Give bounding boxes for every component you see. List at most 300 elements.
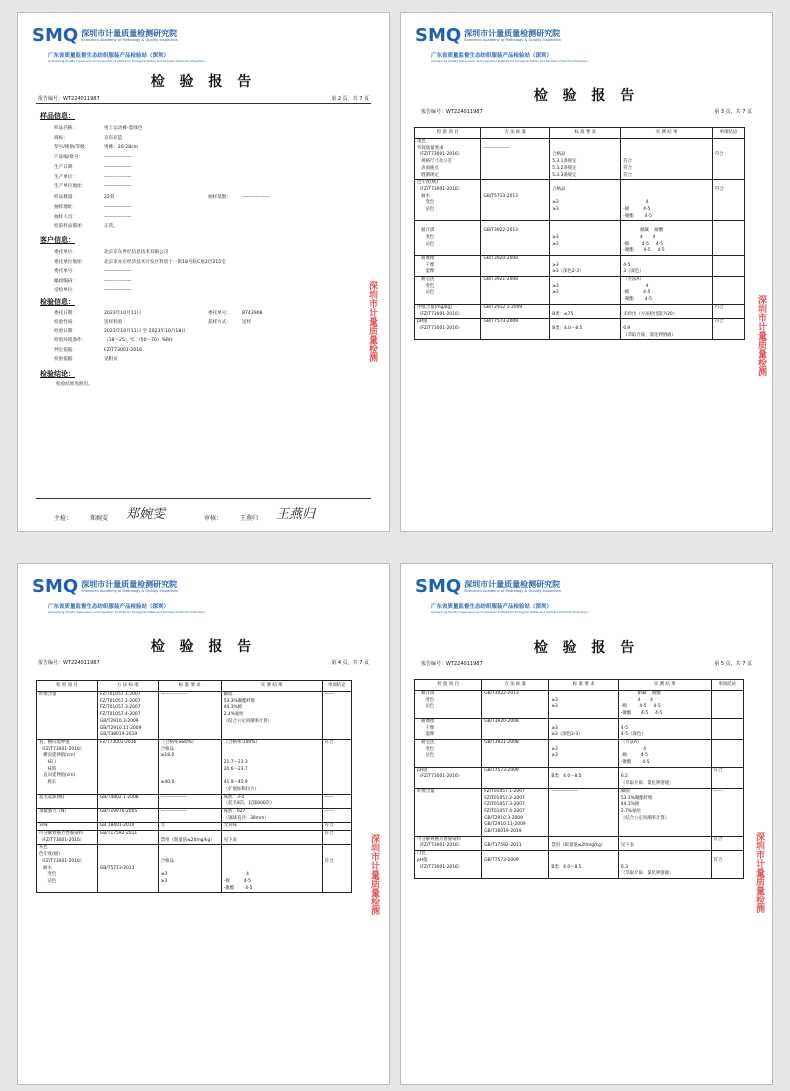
cell-line (483, 180, 547, 187)
table-cell-item (415, 277, 481, 305)
cell-line: —————— (160, 794, 188, 800)
cell-line: 耐碱 耐酸 (620, 691, 661, 696)
cell-line: （结合公定回潮率计算） (223, 718, 273, 724)
kv-row (54, 328, 186, 334)
table-cell-con (712, 221, 744, 256)
cell-line: ≥18.0 (160, 753, 175, 759)
table-cell-con (711, 836, 743, 850)
cell-line: （FZ/T73001-2016） (39, 858, 85, 864)
cell-line (552, 221, 618, 228)
section-client-info: 客户信息： (40, 236, 75, 244)
cell-line: ≥3 (552, 200, 559, 206)
cell-line (552, 180, 618, 187)
cell-line (621, 768, 709, 775)
cell-line: 沾色 (417, 704, 435, 710)
cell-line: ≥3 (552, 283, 559, 289)
kv-inspect-type: 检验性质： 送样检验 (54, 320, 123, 325)
column-header: 检 验 项 目 (37, 681, 98, 692)
cell-line: 44.3%棉 (223, 705, 243, 711)
cell-line (224, 747, 320, 754)
smq-logo (32, 25, 178, 46)
table-cell-res (621, 319, 713, 340)
page-indicator: 第 2 页，共 7 页 (331, 96, 369, 102)
table-cell-con (322, 845, 351, 893)
table-cell-method (97, 794, 158, 808)
cell-line: GB/T19976-2005 (99, 808, 138, 814)
cell-line (552, 256, 618, 263)
table-cell-con (322, 823, 351, 831)
cell-line: -棉 4-5 (623, 207, 651, 213)
table-row (37, 823, 352, 831)
report-title: 检 验 报 告 (533, 88, 640, 104)
column-header: 实 测 结 果 (618, 680, 711, 691)
table-row (415, 851, 744, 879)
cell-line: FZ/T01057.1-2007 (99, 692, 141, 697)
cell-line: GB/T38019-2019 (484, 829, 522, 835)
table-cell-item (415, 718, 482, 739)
kv-value: —————— (104, 214, 132, 220)
kv-row (54, 135, 122, 141)
logo-text: SMQ (32, 25, 79, 46)
cell-line: 灰色 (39, 845, 48, 851)
kv-row (54, 223, 118, 229)
cell-line: 4 (223, 872, 249, 878)
cell-line: FZ/T01057.3-2007 (99, 705, 141, 711)
results-table (414, 127, 745, 340)
kv-value: —————— (104, 288, 132, 294)
cell-line: GB/T2910.3-2009 (99, 718, 139, 724)
cell-line: ≥3 (552, 262, 559, 268)
cell-line: -聚酯 4-5 (623, 297, 652, 303)
cell-line: 白色 (417, 851, 426, 857)
institute-name-cn: 深圳市计量质量检测研究院 (464, 28, 561, 38)
report-title: 检 验 报 告 (533, 640, 640, 656)
table-cell-item (415, 691, 482, 719)
cell-line: （钢球直径：38mm） (223, 815, 269, 821)
table-cell-req (158, 831, 221, 845)
results-table (36, 680, 352, 893)
conclusion-text: 检验结果见附页。 (56, 382, 93, 387)
cell-line: 6.9 (623, 325, 631, 331)
logo-text: SMQ (415, 25, 462, 46)
cell-line: 干摩 (417, 262, 435, 268)
table-cell-res (221, 845, 322, 893)
section-conclusion: 检验结论： (40, 370, 75, 378)
cell-line: 禁用（限量值≤20mg/kg） (551, 843, 606, 849)
kv-row (54, 183, 132, 189)
cell-line: （萃取介质：氯化钾溶液） (620, 781, 674, 787)
cell-line (715, 180, 742, 187)
cell-line (161, 845, 219, 852)
cell-line (714, 719, 741, 726)
kv-row (54, 249, 168, 255)
cell-line (552, 139, 618, 146)
cell-line: pH值 (417, 767, 428, 773)
cell-line: ≥3 (551, 725, 558, 731)
cell-line: （FZ/T73001-2016） (417, 843, 463, 849)
sign-main-label: 主检： (54, 515, 73, 522)
kv-value: —————— (104, 278, 132, 284)
cell-line: 6.3 (620, 864, 628, 870)
kv-value: 见附页 (104, 356, 118, 362)
cell-line (552, 305, 618, 312)
page-indicator: 第 4 页，共 7 页 (331, 660, 369, 666)
cell-line: 无异味 (223, 823, 237, 829)
kv-value: 男裤：26-28cm (104, 145, 139, 151)
table-cell-res (221, 739, 322, 794)
cell-line (552, 277, 618, 284)
table-cell-req (550, 255, 621, 276)
cell-line: 湿摩 (417, 732, 435, 738)
cell-line: 沾色 (39, 878, 57, 884)
table-cell-req (549, 718, 619, 739)
cell-line (224, 831, 320, 838)
cell-line: 符合 (713, 857, 723, 863)
column-header: 标 准 要 求 (549, 680, 619, 691)
cell-line: 44.1%棉 (620, 802, 640, 808)
table-cell-con (322, 831, 351, 845)
kv-key: 检验日期： (54, 329, 77, 334)
table-cell-method (482, 851, 549, 879)
kv-key: 检验环境条件： (54, 338, 87, 344)
column-header: 实 测 结 果 (221, 681, 322, 692)
cell-line (325, 852, 349, 859)
cell-line (715, 256, 742, 263)
cell-line: pH值 (417, 319, 428, 325)
institute-name-en: Shenzhen Academy of Metrology & Quality Inspection (81, 588, 179, 593)
kv-row (54, 347, 142, 353)
table-cell-method (97, 845, 158, 893)
cell-line: GB/T3922-2013 (484, 691, 519, 696)
kv-sample-qty: 样品数量： 22双 (54, 195, 115, 200)
inspection-stamp: 深圳市计量质量检测 (367, 281, 377, 362)
cell-line (623, 152, 710, 159)
table-row (415, 221, 745, 256)
cell-line: 沾色 (417, 290, 435, 296)
table-cell-res (618, 851, 711, 879)
cell-line: ≥3 (551, 704, 558, 710)
cell-line: 袜底：3-4 (223, 794, 245, 800)
column-header: 方 法 标 准 (482, 680, 549, 691)
cell-line: 符合 (623, 172, 633, 178)
cell-line: ≥3 (160, 878, 168, 884)
cell-line: —— (324, 794, 334, 800)
kv-value: —————— (104, 269, 132, 275)
kv-key: 抽样人员： (54, 214, 77, 220)
table-cell-method (481, 319, 550, 340)
table-cell-req (549, 691, 619, 719)
table-cell-req (549, 836, 619, 850)
sign-main-name: 郑婉雯 (90, 515, 109, 522)
cell-line: （FZ/T73001-2016） (417, 186, 463, 192)
table-cell-req (158, 823, 221, 831)
kv-key: 委托单位地址： (54, 259, 87, 265)
cell-line: 2.4%氨纶 (223, 712, 244, 718)
table-cell-method (481, 304, 550, 318)
table-cell-method (97, 831, 158, 845)
cell-line (483, 187, 547, 194)
cell-line: 变色 (39, 872, 57, 878)
cell-line: -棉 4-5 (620, 753, 648, 759)
cell-line: GB/T3921-2008 (483, 277, 518, 283)
cell-line: ≥3 (552, 234, 559, 240)
kv-key: 产品编/批号： (54, 155, 84, 161)
sub-institute-cn: 广东省质量监督生态纺织服装产品检验站（深圳） (48, 53, 170, 59)
cell-line (483, 139, 547, 146)
cell-line: ≥40.0 (160, 780, 175, 786)
table-cell-method (481, 255, 550, 276)
table-cell-req (158, 808, 221, 822)
smq-logo (32, 576, 178, 597)
cell-line: （FZ/T73001-2016） (417, 152, 463, 158)
cell-line: FZ/T01057.4-2007 (99, 712, 141, 718)
results-table (414, 679, 744, 879)
logo-text: SMQ (32, 576, 79, 597)
cell-line: GB/T38019-2019 (99, 732, 138, 738)
kv-key: 委托单位： (54, 250, 77, 255)
kv-value: 正常。 (104, 224, 118, 230)
institute-name-cn: 深圳市计量质量检测研究院 (464, 579, 561, 589)
table-cell-req (549, 767, 619, 788)
cell-line: ≥3 (552, 241, 559, 247)
cell-line: 禁用（限量值≤20mg/kg） (160, 837, 215, 843)
table-cell-res (221, 831, 322, 845)
table-row (415, 718, 744, 739)
table-cell-res (621, 255, 713, 276)
table-row (415, 319, 745, 340)
cell-line: 干摩 (417, 725, 435, 731)
cell-line: 袜筒 (39, 766, 57, 772)
kv-inspect-no: 委托单号： 8743908 (208, 311, 263, 316)
cell-line: 墨色 (417, 139, 426, 144)
kv-value: （18～25）℃ （50～70）%RH (104, 338, 173, 344)
cell-line: 可分解致癌芳香胺染料 (39, 831, 83, 837)
table-cell-req (550, 319, 621, 340)
cell-line: 53.3%聚酯纤维 (223, 698, 256, 704)
table-header-row (37, 681, 352, 692)
cell-line: （扩展标称拉力） (223, 786, 259, 792)
table-cell-item (415, 851, 482, 879)
cell-line: 耐碱 耐酸 (623, 228, 664, 234)
column-header: 方 法 标 准 (481, 128, 550, 139)
cell-line: 耐汗渍 (417, 228, 435, 234)
table-cell-req (550, 304, 621, 318)
cell-line: -棉 4-5 (623, 290, 651, 296)
cell-line: ≥3 (160, 872, 168, 878)
cell-line (552, 228, 618, 235)
table-row (415, 739, 744, 767)
institute-name-cn: 深圳市计量质量检测研究院 (81, 579, 178, 589)
cell-line (161, 852, 219, 859)
cell-line: 6.2 (620, 774, 628, 780)
kv-value: 男士运动裤-墨绿色 (104, 126, 143, 131)
kv-row (54, 204, 132, 210)
cell-line: ≥3 (551, 753, 558, 759)
cell-line: 缝制规定 (417, 172, 439, 178)
cell-line: GB/T17592-2011 (484, 843, 522, 849)
cell-line: 直向延伸值(cm) (39, 773, 76, 779)
column-header: 检 验 项 目 (415, 680, 482, 691)
sub-institute-en: Guangdong Quality Supervision and Inspection Institute for Ecological Textile and Garment Products (Shenzhen) (48, 59, 206, 63)
cell-line: 袜底：627 (223, 808, 246, 814)
cell-line: GB/T3922-2013 (483, 228, 518, 234)
cell-line: 符合 (324, 823, 334, 829)
table-cell-item (415, 255, 481, 276)
table-cell-con (712, 319, 744, 340)
cell-line: 4 (620, 746, 646, 752)
cell-line (714, 691, 741, 698)
cell-line: GB/T7573-2009 (484, 857, 519, 863)
cell-line: 符合 (623, 159, 633, 165)
cell-line (714, 851, 741, 858)
signature-divider (36, 498, 371, 499)
cell-line: 沾色 (417, 207, 435, 213)
cell-line: （FZ/T73001-2016） (39, 837, 85, 843)
cell-line: 纤维含量 (39, 692, 57, 697)
cell-line (621, 837, 709, 844)
cell-line: —— (713, 788, 723, 794)
table-row (415, 255, 745, 276)
cell-line: 规格尺寸及公差 (417, 159, 452, 165)
cell-line: GB/T7573-2009 (483, 319, 518, 325)
table-cell-req (550, 221, 621, 256)
cell-line: 变色 (417, 200, 435, 206)
kv-row (54, 356, 118, 362)
table-cell-con (712, 277, 744, 305)
cell-line: -聚酯 4-5 4-5 (623, 248, 665, 254)
kv-inspect-method: 获样方式： 送样 (208, 320, 252, 325)
table-cell-res (221, 808, 322, 822)
table-cell-con (322, 808, 351, 822)
sub-institute-cn: 广东省质量监督生态纺织服装产品检验站（深圳） (431, 53, 553, 59)
cell-line (484, 851, 546, 858)
cell-line: 4 4 (623, 234, 656, 240)
table-cell-req (158, 739, 221, 794)
cell-line: -聚酯 4-5 4-5 (620, 711, 663, 717)
cell-line (623, 180, 710, 187)
cell-line: （FZ/T73001-2016） (39, 746, 85, 752)
cell-line (551, 691, 616, 698)
cell-line: 横向延伸值(cm) (39, 753, 76, 759)
cell-line: （起毛8次，起球600次） (223, 801, 275, 807)
cell-line: GB/T3920-2008 (483, 255, 518, 261)
cell-line (623, 256, 710, 263)
sub-institute-en: Guangdong Quality Supervision and Inspection Institute for Ecological Textile and Garment Products (Shenzhen) (431, 610, 589, 614)
kv-value: —————— (104, 174, 132, 180)
table-cell-item (415, 304, 481, 318)
cell-line: -棉 4-5 4-5 (623, 241, 664, 247)
cell-line (715, 277, 742, 284)
cell-line: ≥3 (552, 207, 559, 213)
kv-key: 样品名称： (54, 126, 77, 131)
cell-line: 4-5 (620, 725, 629, 731)
cell-line: 合格品 (160, 858, 174, 864)
cell-line: 2.7%氨纶 (620, 808, 641, 814)
table-cell-req (549, 788, 619, 836)
cell-line (224, 845, 320, 852)
kv-value: 京东京造 (104, 135, 123, 141)
column-header: 实 测 结 果 (621, 128, 713, 139)
cell-line: GB/T2912.1-2009 (483, 304, 523, 310)
logo-text: SMQ (415, 576, 462, 597)
kv-row (54, 259, 226, 265)
table-cell-req (550, 139, 621, 180)
cell-line: -棉 4-5 (223, 878, 251, 884)
table-cell-method (97, 692, 158, 740)
sign-review-label: 审核： (204, 515, 223, 522)
table-cell-req (550, 180, 621, 221)
signature-review: 王燕归 (276, 507, 316, 522)
cell-line: 异味 (39, 823, 48, 829)
inspection-stamp: 深圳市计量质量检测 (369, 834, 379, 915)
table-cell-res (621, 277, 713, 305)
report-page-4 (17, 563, 390, 1085)
cell-line: 表面疵点 (417, 165, 439, 171)
cell-line: 符合 (713, 767, 723, 773)
cell-line: B类：≤75 (552, 311, 574, 317)
kv-key: 商标： (54, 135, 68, 141)
table-cell-con (712, 180, 744, 221)
report-page-2 (17, 12, 390, 532)
cell-line: FZ/T73001-2016 (99, 739, 137, 745)
header-divider (36, 103, 371, 104)
cell-line: ≥3 (551, 697, 558, 703)
table-cell-con (711, 718, 743, 739)
cell-line: 变色 (417, 234, 435, 240)
cell-line: 耐摩擦 (417, 255, 435, 261)
kv-row (54, 154, 132, 160)
table-cell-res (618, 767, 711, 788)
cell-line (552, 194, 618, 201)
table-cell-method (482, 836, 549, 850)
cell-line: B类：4.0～8.5 (551, 864, 582, 870)
cell-line: 4 (623, 200, 649, 206)
cell-line (325, 845, 349, 852)
kv-key: 邮政编码： (54, 278, 77, 284)
cell-line (715, 221, 742, 228)
table-cell-method (481, 139, 550, 180)
table-cell-con (711, 788, 743, 836)
cell-line: GB 18401-2010 (99, 823, 135, 829)
column-header: 标 准 要 求 (158, 681, 221, 692)
cell-line: （FZ/T73001-2016） (417, 864, 463, 870)
table-cell-method (482, 788, 549, 836)
cell-line (621, 858, 709, 865)
table-cell-con (711, 767, 743, 788)
section-inspect-info: 检验信息： (40, 298, 75, 306)
cell-line: FZ/T01057.4-2007 (484, 808, 525, 814)
cell-line: （萃取介质：氯化钾溶液） (620, 871, 674, 877)
cell-line: 可分解致癌芳香胺染料 (417, 836, 461, 842)
cell-line: FZ/T01057.3-2007 (484, 802, 525, 808)
cell-line: -聚酯 4-5 (623, 213, 652, 219)
cell-line: （合格率≥80%） (160, 739, 197, 745)
sub-institute-cn: 广东省质量监督生态纺织服装产品检验站（深圳） (48, 604, 170, 610)
cell-line: 符合 (714, 152, 724, 158)
cell-line: 3（深色） (623, 269, 644, 275)
cell-line: （结合公定回潮率计算） (620, 815, 670, 821)
cell-line: 合格品 (160, 746, 174, 752)
cell-line: 耐水 (39, 865, 52, 871)
cell-line: 顶破强力（N） (39, 808, 69, 814)
table-row (415, 277, 745, 305)
table-cell-method (97, 808, 158, 822)
table-cell-item (415, 788, 482, 836)
table-cell-req (158, 794, 221, 808)
cell-line: （萃取介质：氯化钾溶液） (623, 332, 676, 338)
table-header-row (415, 680, 744, 691)
table-cell-item (415, 836, 482, 850)
